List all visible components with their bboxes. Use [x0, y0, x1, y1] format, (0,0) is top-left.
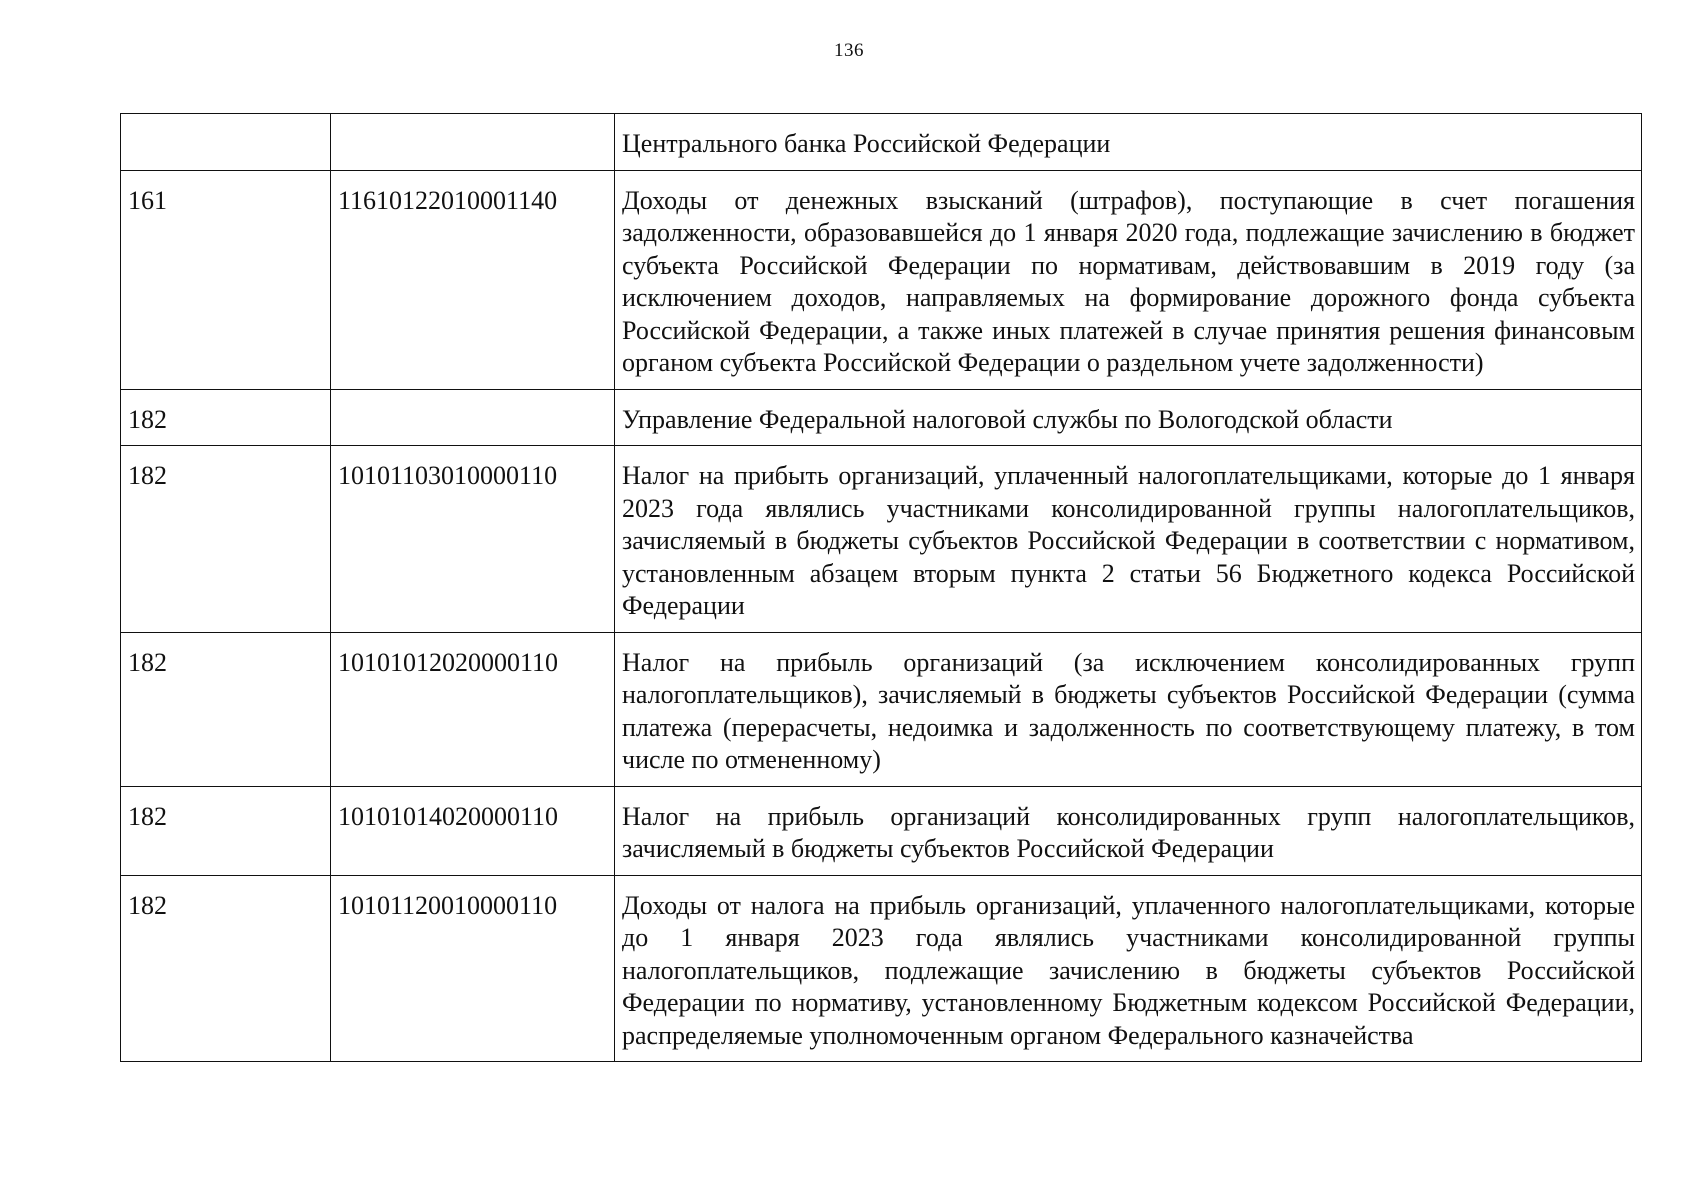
budget-code-cell	[331, 114, 615, 171]
table-row	[121, 875, 1642, 1062]
admin-code-cell: 161	[121, 170, 331, 389]
admin-code-cell: 182	[121, 389, 331, 446]
table-row	[121, 389, 1642, 446]
page-number: 136	[834, 40, 864, 61]
table-row	[121, 786, 1642, 875]
admin-code-cell	[121, 114, 331, 171]
description-cell: Доходы от налога на прибыль организаций, уплаченного налогоплательщиками, которые до 1 января 2023 года являлись участниками консолидированной группы налогоплательщиков, подлежащие зачислению в бюджеты субъектов Российской Федерации по нормативу, установленному Бюджетным кодексом Российской Федерации, распределяемые уполномоченным органом Федерального казначейства	[615, 875, 1642, 1062]
description-cell: Налог на прибыть организаций, уплаченный налогоплательщиками, которые до 1 января 2023 года являлись участниками консолидированной группы налогоплательщиков, зачисляемый в бюджеты субъектов Российской Федерации в соответствии с нормативом, установленным абзацем вторым пункта 2 статьи 56 Бюджетного кодекса Российской Федерации	[615, 446, 1642, 633]
admin-code-cell: 182	[121, 875, 331, 1062]
table-row	[121, 632, 1642, 786]
revenue-codes-table	[120, 113, 1642, 1062]
budget-code-cell: 10101014020000110	[331, 786, 615, 875]
table-row	[121, 170, 1642, 389]
budget-code-cell: 10101012020000110	[331, 632, 615, 786]
description-cell: Центрального банка Российской Федерации	[615, 114, 1642, 171]
budget-code-cell: 10101103010000110	[331, 446, 615, 633]
description-cell: Доходы от денежных взысканий (штрафов), поступающие в счет погашения задолженности, образовавшейся до 1 января 2020 года, подлежащие зачислению в бюджет субъекта Российской Федерации по нормативам, действовавшим в 2019 году (за исключением доходов, направляемых на формирование дорожного фонда субъекта Российской Федерации, а также иных платежей в случае принятия решения финансовым органом субъекта Российской Федерации о раздельном учете задолженности)	[615, 170, 1642, 389]
admin-code-cell: 182	[121, 786, 331, 875]
admin-code-cell: 182	[121, 446, 331, 633]
description-cell: Налог на прибыль организаций (за исключением консолидированных групп налогоплательщиков), зачисляемый в бюджеты субъектов Российской Федерации (сумма платежа (перерасчеты, недоимка и задолженность по соответствующему платежу, в том числе по отмененному)	[615, 632, 1642, 786]
budget-code-cell	[331, 389, 615, 446]
description-cell: Налог на прибыль организаций консолидированных групп налогоплательщиков, зачисляемый в бюджеты субъектов Российской Федерации	[615, 786, 1642, 875]
table-row	[121, 114, 1642, 171]
admin-code-cell: 182	[121, 632, 331, 786]
budget-code-cell: 11610122010001140	[331, 170, 615, 389]
budget-code-cell: 10101120010000110	[331, 875, 615, 1062]
table-row	[121, 446, 1642, 633]
description-cell: Управление Федеральной налоговой службы по Вологодской области	[615, 389, 1642, 446]
